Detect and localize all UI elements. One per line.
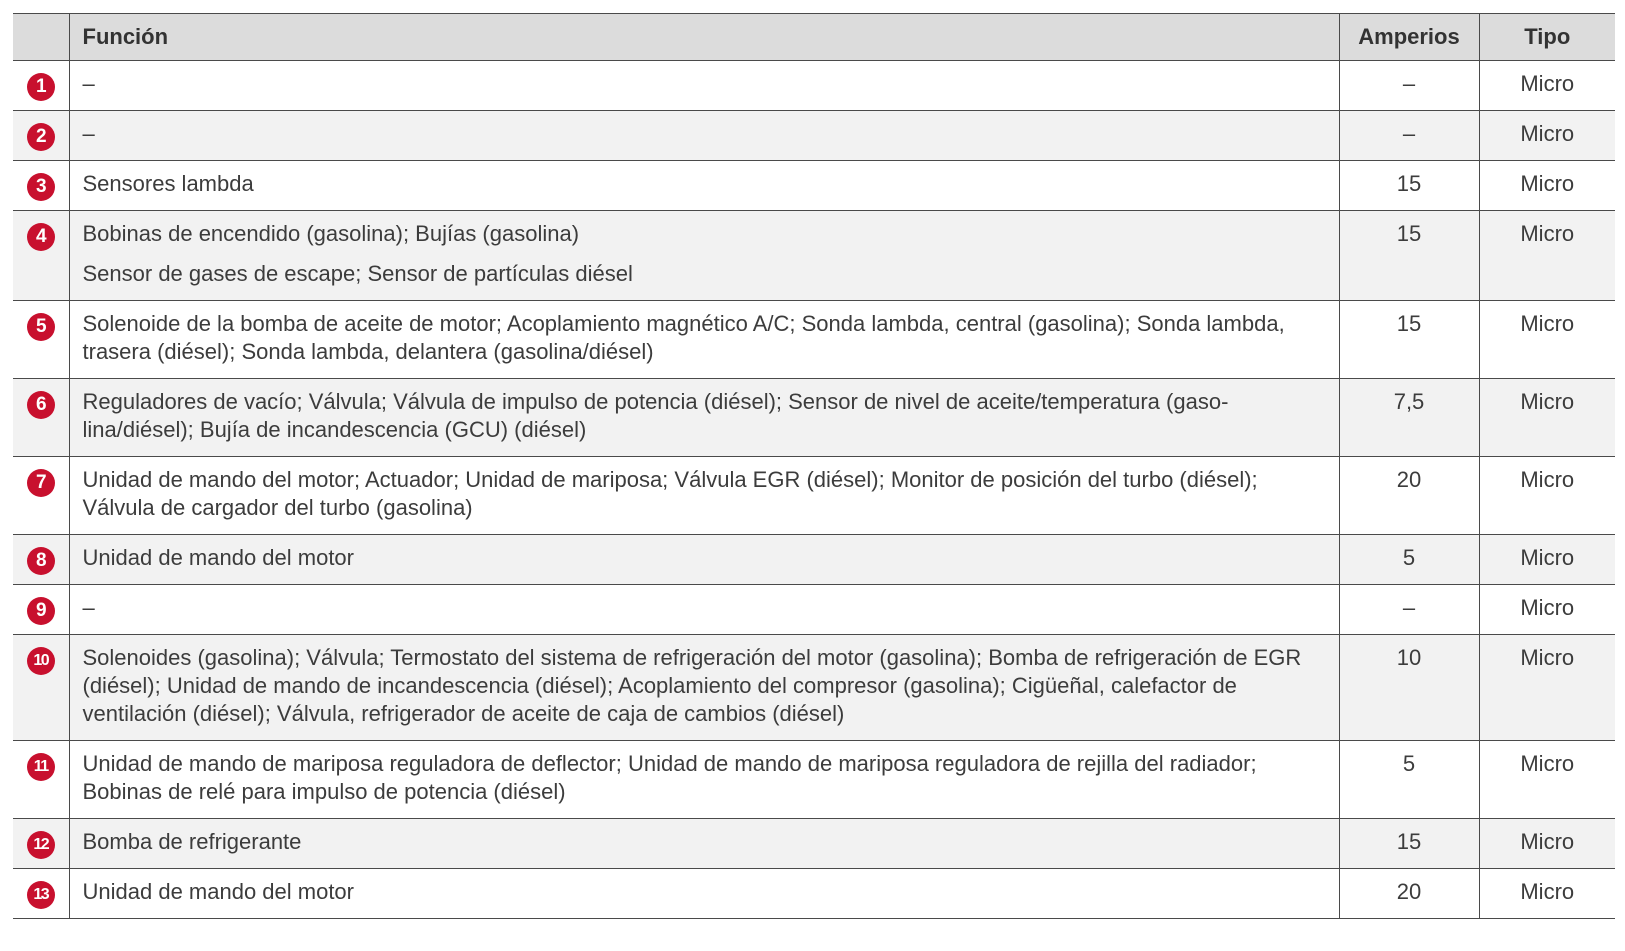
- funcion-text: Unidad de mando del motor: [82, 879, 354, 904]
- fuse-number-cell: [13, 379, 69, 457]
- table-row: [13, 535, 1615, 585]
- funcion-cell: [69, 111, 1339, 161]
- amperios-value: 15: [1396, 171, 1422, 196]
- amperios-cell: [1339, 61, 1479, 111]
- funcion-text: Bomba de refrigerante: [82, 829, 302, 854]
- funcion-text: Reguladores de vacío; Válvula; Válvula de impulso de potencia (diésel); Sensor de nivel de aceite/temperatura (gasolina/diésel); Bujía de incandescencia (GCU) (diésel): [82, 389, 1229, 442]
- amperios-cell: [1339, 741, 1479, 819]
- fuse-number-cell: [13, 301, 69, 379]
- tipo-cell: [1479, 741, 1615, 819]
- funcion-text: –: [82, 595, 95, 620]
- funcion-text: –: [82, 121, 95, 146]
- tipo-cell: [1479, 301, 1615, 379]
- table-row: [13, 585, 1615, 635]
- fuse-number-badge: 4: [27, 223, 55, 251]
- tipo-cell: [1479, 61, 1615, 111]
- table-row: [13, 869, 1615, 919]
- tipo-cell: [1479, 869, 1615, 919]
- table-row: [13, 635, 1615, 741]
- tipo-value: Micro: [1520, 71, 1575, 96]
- funcion-text: Solenoides (gasolina); Válvula; Termostato del sistema de refrigeración del motor (gasolina); Bomba de refrigeración de EGR (diésel); Unidad de mando de incandescencia (diésel); Acoplamiento del compresor (gasolina); Cigüeñal, calefactor de ventilación (diésel); Válvula, refrigerador de aceite de caja de cambios (diésel): [82, 645, 1302, 726]
- funcion-cell: [69, 585, 1339, 635]
- funcion-text: –: [82, 71, 95, 96]
- fuse-number-cell: [13, 635, 69, 741]
- amperios-value: 20: [1396, 879, 1422, 904]
- tipo-value: Micro: [1520, 545, 1575, 570]
- tipo-value: Micro: [1520, 751, 1575, 776]
- funcion-text: Solenoide de la bomba de aceite de motor; Acoplamiento magnético A/C; Sonda lambda, central (gasolina); Sonda lambda, trasera (diésel); Sonda lambda, delantera (gasolina/diésel): [82, 311, 1285, 364]
- amperios-value: 15: [1396, 221, 1422, 246]
- amperios-value: 15: [1396, 311, 1422, 336]
- tipo-value: Micro: [1520, 645, 1575, 670]
- table-row: [13, 379, 1615, 457]
- tipo-value: Micro: [1520, 595, 1575, 620]
- tipo-value: Micro: [1520, 171, 1575, 196]
- tipo-value: Micro: [1520, 311, 1575, 336]
- tipo-value: Micro: [1520, 221, 1575, 246]
- amperios-value: 5: [1402, 751, 1416, 776]
- fuse-number-cell: [13, 457, 69, 535]
- fuse-number-cell: [13, 819, 69, 869]
- funcion-text: Unidad de mando de mariposa reguladora de deflector; Unidad de mando de mariposa reguladora de rejilla del radiador; Bobinas de relé para impulso de potencia (diésel): [82, 751, 1257, 804]
- fuse-number-cell: [13, 211, 69, 301]
- funcion-cell: [69, 211, 1339, 301]
- fuse-number-badge: 1: [27, 73, 55, 101]
- funcion-cell: [69, 869, 1339, 919]
- fuse-number-cell: [13, 111, 69, 161]
- fuse-number-cell: [13, 161, 69, 211]
- tipo-cell: [1479, 211, 1615, 301]
- amperios-value: 7,5: [1393, 389, 1425, 414]
- amperios-cell: [1339, 211, 1479, 301]
- amperios-value: 15: [1396, 829, 1422, 854]
- header-tipo: Tipo: [1479, 14, 1615, 61]
- amperios-cell: [1339, 379, 1479, 457]
- header-row: [13, 14, 1615, 61]
- tipo-value: Micro: [1520, 879, 1575, 904]
- tipo-cell: [1479, 379, 1615, 457]
- table-row: [13, 61, 1615, 111]
- amperios-cell: [1339, 635, 1479, 741]
- table-row: [13, 819, 1615, 869]
- fuse-number-cell: [13, 869, 69, 919]
- amperios-cell: [1339, 535, 1479, 585]
- table-row: [13, 211, 1615, 301]
- fuse-number-badge: 11: [27, 753, 55, 781]
- fuse-number-cell: [13, 585, 69, 635]
- table-header: [13, 14, 1615, 61]
- funcion-cell: [69, 819, 1339, 869]
- table-row: [13, 741, 1615, 819]
- header-funcion: Función: [69, 14, 1339, 61]
- amperios-cell: [1339, 301, 1479, 379]
- fuse-table: [13, 13, 1615, 919]
- funcion-cell: [69, 61, 1339, 111]
- fuse-number-badge: 6: [27, 391, 55, 419]
- fuse-number-badge: 12: [27, 831, 55, 859]
- amperios-cell: [1339, 111, 1479, 161]
- tipo-value: Micro: [1520, 467, 1575, 492]
- amperios-cell: [1339, 819, 1479, 869]
- tipo-value: Micro: [1520, 389, 1575, 414]
- tipo-cell: [1479, 585, 1615, 635]
- tipo-value: Micro: [1520, 829, 1575, 854]
- fuse-number-badge: 9: [27, 597, 55, 625]
- funcion-text: Sensores lambda: [82, 171, 254, 196]
- tipo-value: Micro: [1520, 121, 1575, 146]
- fuse-number-badge: 8: [27, 547, 55, 575]
- tipo-cell: [1479, 457, 1615, 535]
- fuse-number-badge: 10: [27, 647, 55, 675]
- amperios-cell: [1339, 585, 1479, 635]
- fuse-number-badge: 13: [27, 881, 55, 909]
- funcion-cell: [69, 741, 1339, 819]
- amperios-value: –: [1402, 71, 1416, 96]
- amperios-cell: [1339, 457, 1479, 535]
- fuse-number-cell: [13, 61, 69, 111]
- amperios-cell: [1339, 161, 1479, 211]
- fuse-number-badge: 2: [27, 123, 55, 151]
- table-row: [13, 457, 1615, 535]
- table-row: [13, 161, 1615, 211]
- amperios-value: 20: [1396, 467, 1422, 492]
- fuse-number-badge: 5: [27, 313, 55, 341]
- funcion-cell: [69, 301, 1339, 379]
- funcion-cell: [69, 161, 1339, 211]
- table-row: [13, 111, 1615, 161]
- amperios-cell: [1339, 869, 1479, 919]
- tipo-cell: [1479, 111, 1615, 161]
- funcion-cell: [69, 457, 1339, 535]
- tipo-cell: [1479, 161, 1615, 211]
- fuse-number-badge: 7: [27, 469, 55, 497]
- fuse-number-badge: 3: [27, 173, 55, 201]
- fuse-number-cell: [13, 535, 69, 585]
- funcion-cell: [69, 535, 1339, 585]
- amperios-value: –: [1402, 595, 1416, 620]
- funcion-text: Unidad de mando del motor; Actuador; Unidad de mariposa; Válvula EGR (diésel); Monitor de posición del turbo (diésel); Válvula de cargador del turbo (gasolina): [82, 467, 1258, 520]
- amperios-value: –: [1402, 121, 1416, 146]
- funcion-text: Bobinas de encendido (gasolina); Bujías (gasolina): [82, 221, 580, 246]
- fuse-number-cell: [13, 741, 69, 819]
- funcion-text-secondary: Sensor de gases de escape; Sensor de partículas diésel: [82, 261, 633, 286]
- funcion-cell: [69, 379, 1339, 457]
- header-number: [13, 14, 69, 61]
- table-body: [13, 61, 1615, 919]
- table-row: [13, 301, 1615, 379]
- tipo-cell: [1479, 635, 1615, 741]
- header-amperios: Amperios: [1339, 14, 1479, 61]
- funcion-text: Unidad de mando del motor: [82, 545, 354, 570]
- funcion-cell: [69, 635, 1339, 741]
- tipo-cell: [1479, 535, 1615, 585]
- amperios-value: 5: [1402, 545, 1416, 570]
- tipo-cell: [1479, 819, 1615, 869]
- amperios-value: 10: [1396, 645, 1422, 670]
